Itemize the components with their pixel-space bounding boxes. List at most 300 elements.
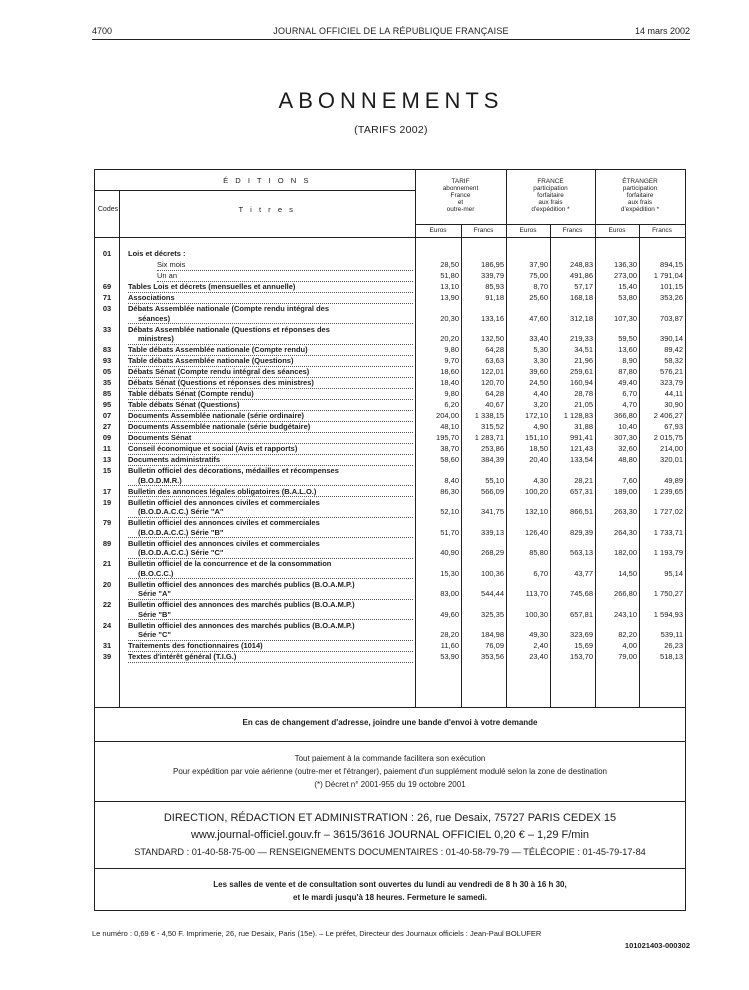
row-value: 126,40 [525, 527, 548, 537]
row-value: 539,11 [660, 630, 683, 639]
row-value: 829,39 [570, 527, 593, 537]
row-value: 43,77 [574, 568, 593, 578]
row-value: 518,13 [660, 652, 683, 661]
payment-line-2: Pour expédition par voie aérienne (outre-mer et l'étranger), paiement d'un supplément modulé selon la zone de destination [173, 767, 607, 776]
address-notice: En cas de changement d'adresse, joindre une bande d'envoi à votre demande [242, 718, 538, 727]
table-row [95, 356, 685, 366]
row-title [128, 293, 413, 304]
row-value: 4,00 [622, 641, 637, 650]
row-value: 100,30 [525, 609, 548, 619]
row-value: 47,60 [529, 313, 548, 323]
row-value: 64,28 [485, 345, 504, 354]
row-value: 44,11 [664, 389, 683, 398]
row-value: 26,23 [664, 641, 683, 650]
page-title: ABONNEMENTS [278, 88, 504, 113]
row-value: 186,95 [481, 260, 504, 269]
row-value: 3,30 [533, 356, 548, 365]
row-title-line: Table débats Sénat (Questions) [128, 400, 413, 411]
row-value: 49,89 [664, 475, 683, 485]
page-header [92, 24, 690, 40]
row-value: 101,15 [660, 282, 683, 291]
journal-title: JOURNAL OFFICIEL DE LA RÉPUBLIQUE FRANÇAISE [273, 26, 509, 36]
row-code: 24 [102, 620, 112, 630]
row-value: 268,29 [481, 548, 504, 557]
unit-euros-france: Euros [519, 227, 537, 234]
row-code: 69 [102, 282, 112, 291]
row-code: 15 [102, 466, 112, 475]
row-value: 6,70 [622, 389, 637, 398]
row-value: 168,18 [570, 293, 593, 302]
row-title [157, 260, 413, 271]
table-row [95, 378, 685, 388]
table-row [95, 293, 685, 303]
row-code: 27 [102, 422, 112, 431]
unit-francs-france: Francs [562, 227, 583, 234]
row-value: 204,00 [436, 411, 459, 420]
page-number: 4700 [92, 26, 113, 36]
row-value: 263,30 [614, 507, 637, 516]
table-row [95, 400, 685, 410]
table-row [95, 539, 685, 558]
row-value: 53,90 [440, 652, 459, 661]
payment-notice [95, 752, 685, 791]
row-value: 4,40 [533, 389, 548, 398]
unit-euros-etranger: Euros [608, 227, 626, 234]
row-value: 325,35 [481, 609, 504, 619]
row-title [128, 422, 413, 433]
page-subtitle: (TARIFS 2002) [354, 124, 428, 136]
row-title-line: Bulletin officiel des annonces des marchés publics (B.O.A.M.P.) [128, 620, 355, 630]
row-title [128, 400, 413, 411]
footer-reference: 101021403-000302 [624, 941, 690, 950]
row-value: 49,60 [440, 609, 459, 619]
row-value: 39,60 [529, 367, 548, 376]
row-value: 8,40 [444, 475, 459, 485]
row-value: 75,00 [529, 271, 548, 280]
row-title-line: Débats Sénat (Questions et réponses des ministres) [128, 378, 413, 389]
row-title [128, 345, 413, 356]
row-value: 253,86 [481, 444, 504, 453]
row-value: 85,93 [485, 282, 504, 291]
row-value: 248,83 [570, 260, 593, 269]
row-code: 05 [102, 367, 112, 376]
row-value: 136,30 [614, 260, 637, 269]
row-value: 273,00 [614, 271, 637, 280]
row-value: 1 594,93 [653, 609, 683, 619]
unit-francs-etranger: Francs [652, 227, 672, 234]
row-title-line: Bulletin officiel des annonces civiles et commerciales [128, 538, 320, 548]
row-value: 566,09 [481, 486, 504, 496]
row-value: 4,70 [622, 400, 637, 409]
unit-euros-tarif: Euros [429, 227, 447, 234]
row-value: 37,90 [529, 260, 548, 269]
table-row [95, 249, 685, 259]
table-row [95, 455, 685, 465]
row-value: 1 750,27 [653, 589, 683, 598]
row-value: 59,50 [618, 334, 637, 343]
row-value: 13,90 [440, 293, 459, 302]
footer-text: Le numéro : 0,69 € - 4,50 F. Imprimerie, 26, rue Desaix, Paris (15e). – Le préfet, Directeur des Journaux officiels : Jean-Paul BOLUFER [92, 929, 542, 938]
row-title [128, 433, 413, 444]
row-value: 2 406,27 [653, 411, 683, 420]
row-code: 95 [102, 400, 112, 409]
row-value: 259,61 [570, 367, 593, 376]
row-value: 21,96 [574, 356, 593, 365]
table-row [95, 580, 685, 599]
row-title-line: Bulletin officiel de la concurrence et de la consommation [128, 559, 332, 568]
table-row [95, 498, 685, 517]
row-title [128, 455, 413, 466]
row-value: 3,20 [533, 400, 548, 409]
payment-line-3: (*) Décret n° 2001-955 du 19 octobre 2001 [314, 780, 466, 789]
row-value: 15,40 [618, 282, 637, 291]
codes-heading: Codes [97, 206, 119, 213]
row-code: 01 [102, 249, 112, 258]
header-rule [92, 39, 690, 40]
row-title-line: (B.O.C.C.) [128, 569, 413, 580]
row-value: 320,01 [660, 455, 683, 464]
row-value: 353,26 [660, 293, 683, 302]
row-title [157, 271, 413, 282]
row-title-line: Documents Assemblée nationale (série budgétaire) [128, 422, 413, 433]
row-value: 20,30 [440, 313, 459, 323]
row-value: 219,33 [570, 334, 593, 343]
row-value: 87,80 [618, 367, 637, 376]
row-code: 17 [102, 486, 112, 496]
row-code: 09 [102, 433, 112, 442]
row-value: 79,00 [618, 652, 637, 661]
row-title [128, 487, 413, 498]
row-value: 100,36 [481, 568, 504, 578]
row-title [128, 641, 413, 652]
row-value: 315,52 [481, 422, 504, 431]
row-value: 34,51 [574, 345, 593, 354]
row-value: 8,90 [622, 356, 637, 365]
row-value: 51,80 [440, 271, 459, 280]
row-value: 40,67 [485, 400, 504, 409]
table-row [95, 345, 685, 355]
row-code: 03 [102, 304, 112, 313]
row-title [128, 539, 413, 559]
row-title [128, 282, 413, 293]
row-value: 32,60 [618, 444, 637, 453]
table-row [95, 466, 685, 485]
row-value: 9,80 [444, 389, 459, 398]
row-value: 49,40 [618, 378, 637, 387]
table-row [95, 600, 685, 619]
row-value: 6,70 [533, 568, 548, 578]
row-title [128, 518, 413, 538]
row-value: 58,32 [664, 356, 683, 365]
row-value: 991,41 [570, 433, 593, 442]
row-value: 76,09 [485, 641, 504, 650]
row-value: 49,30 [529, 630, 548, 639]
row-value: 4,90 [533, 422, 548, 431]
row-value: 57,17 [574, 282, 593, 291]
direction-web: www.journal-officiel.gouv.fr – 3615/3616 JOURNAL OFFICIEL 0,20 € – 1,29 F/min [190, 829, 590, 841]
row-value: 48,80 [618, 455, 637, 464]
row-title [128, 367, 413, 378]
row-title-line: (B.O.D.A.C.C.) Série "A" [128, 507, 413, 518]
row-code: 21 [102, 559, 112, 568]
row-value: 353,56 [481, 652, 504, 661]
row-title-line: Bulletin officiel des décorations, médailles et récompenses [128, 466, 339, 475]
row-value: 113,70 [525, 589, 548, 598]
row-title [128, 600, 413, 620]
row-value: 182,00 [614, 548, 637, 557]
row-title-line: Documents Sénat [128, 433, 413, 444]
opening-hours-line-2: et le mardi jusqu'à 18 heures. Fermeture le samedi. [293, 893, 487, 902]
opening-hours-line-1: Les salles de vente et de consultation sont ouvertes du lundi au vendredi de 8 h 30 à 16 h 30, [213, 880, 567, 889]
row-value: 20,40 [529, 455, 548, 464]
table-row [95, 444, 685, 454]
row-value: 657,81 [570, 609, 593, 619]
row-title-line: Débats Assemblée nationale (Compte rendu intégral des [128, 304, 330, 313]
row-value: 28,78 [574, 389, 593, 398]
row-value: 28,20 [440, 630, 459, 639]
row-code: 93 [102, 356, 112, 365]
table-row [95, 411, 685, 421]
row-value: 1 338,15 [474, 411, 504, 420]
row-value: 132,10 [525, 507, 548, 516]
table-row [95, 518, 685, 537]
row-title-line: Traitements des fonctionnaires (1014) [128, 641, 413, 652]
row-value: 214,00 [660, 444, 683, 453]
row-value: 18,40 [440, 378, 459, 387]
row-title-line: ministres) [128, 334, 413, 345]
row-value: 100,20 [525, 486, 548, 496]
row-value: 1 733,71 [653, 527, 683, 537]
row-value: 1 128,83 [563, 411, 593, 420]
row-value: 132,50 [481, 334, 504, 343]
row-value: 323,69 [570, 630, 593, 639]
row-value: 48,10 [440, 422, 459, 431]
row-value: 95,14 [664, 568, 683, 578]
row-value: 8,70 [533, 282, 548, 291]
row-code: 71 [102, 293, 112, 302]
row-value: 13,60 [618, 345, 637, 354]
row-code: 89 [102, 538, 112, 548]
row-title [128, 444, 413, 455]
row-value: 89,42 [664, 345, 683, 354]
row-value: 11,60 [440, 641, 459, 650]
row-value: 107,30 [614, 313, 637, 323]
row-value: 30,90 [664, 400, 683, 409]
row-value: 18,60 [440, 367, 459, 376]
row-value: 120,70 [481, 378, 504, 387]
row-value: 6,20 [444, 400, 459, 409]
row-title [128, 411, 413, 422]
table-row [95, 282, 685, 292]
row-value: 64,28 [485, 389, 504, 398]
row-title-line: Série "A" [128, 589, 413, 600]
row-value: 264,30 [614, 527, 637, 537]
row-value: 28,21 [574, 475, 593, 485]
row-title-line: Débats Sénat (Compte rendu intégral des séances) [128, 367, 413, 378]
row-code: 19 [102, 497, 112, 507]
row-title-line: Bulletin officiel des annonces des marchés publics (B.O.A.M.P.) [128, 579, 355, 589]
row-code: 83 [102, 345, 112, 354]
row-value: 563,13 [570, 548, 593, 557]
row-title-line: Lois et décrets : [128, 249, 186, 258]
row-value: 63,63 [485, 356, 504, 365]
row-value: 40,90 [440, 548, 459, 557]
row-title-line: Documents administratifs [128, 455, 413, 466]
row-value: 7,60 [622, 475, 637, 485]
row-value: 24,50 [529, 378, 548, 387]
row-value: 1 283,71 [474, 433, 504, 442]
opening-hours [95, 878, 685, 904]
row-value: 312,18 [570, 313, 593, 323]
row-value: 323,79 [660, 378, 683, 387]
row-title [128, 580, 413, 600]
row-code: 11 [103, 444, 111, 453]
row-value: 55,10 [485, 475, 504, 485]
row-value: 18,50 [529, 444, 548, 453]
row-value: 341,75 [481, 507, 504, 516]
row-value: 33,40 [529, 334, 548, 343]
row-title-line: séances) [128, 314, 413, 325]
table-row [95, 304, 685, 323]
row-value: 28,50 [440, 260, 459, 269]
row-title [128, 304, 413, 324]
row-title-line: Un an [157, 271, 413, 282]
row-value: 2,40 [533, 641, 548, 650]
table-row [95, 641, 685, 651]
row-title-line: Bulletin officiel des annonces civiles et commerciales [128, 518, 320, 527]
row-value: 67,93 [664, 422, 683, 431]
row-title-line: (B.O.D.A.C.C.) Série "B" [128, 528, 413, 539]
row-value: 58,60 [440, 455, 459, 464]
row-value: 195,70 [436, 433, 459, 442]
table-row [95, 325, 685, 344]
row-value: 894,15 [660, 260, 683, 269]
table-row [95, 433, 685, 443]
row-title-line: Table débats Assemblée nationale (Compte rendu) [128, 345, 413, 356]
row-code: 20 [102, 579, 112, 589]
row-title-line: Bulletin officiel des annonces civiles et commerciales [128, 497, 320, 507]
row-title-line: Conseil économique et social (Avis et rapports) [128, 444, 413, 455]
row-value: 1 193,79 [653, 548, 683, 557]
payment-line-1: Tout paiement à la commande facilitera son exécution [294, 754, 486, 763]
row-value: 243,10 [614, 609, 637, 619]
unit-francs-tarif: Francs [473, 227, 494, 234]
row-value: 1 239,65 [653, 486, 683, 496]
row-value: 31,88 [574, 422, 593, 431]
row-code: 33 [102, 324, 112, 334]
row-value: 1 791,04 [653, 271, 683, 280]
row-value: 172,10 [525, 411, 548, 420]
row-value: 14,50 [618, 568, 637, 578]
table-row [95, 652, 685, 662]
row-value: 9,70 [444, 356, 459, 365]
table-row [95, 260, 685, 270]
row-code: 39 [102, 652, 112, 661]
row-value: 133,16 [481, 313, 504, 323]
row-title-line: Table débats Assemblée nationale (Questions) [128, 356, 413, 367]
row-value: 657,31 [570, 486, 593, 496]
page-footer [92, 929, 690, 950]
issue-date: 14 mars 2002 [634, 26, 690, 36]
row-title-line: (B.O.D.M.R.) [128, 476, 413, 487]
row-value: 82,20 [618, 630, 637, 639]
row-value: 307,30 [614, 433, 637, 442]
row-value: 21,05 [574, 400, 593, 409]
row-title [128, 325, 413, 345]
row-title-line: Textes d'intérêt général (T.I.G.) [128, 652, 413, 663]
row-value: 121,43 [570, 444, 593, 453]
row-value: 10,40 [618, 422, 637, 431]
direction-address: DIRECTION, RÉDACTION ET ADMINISTRATION : 26, rue Desaix, 75727 PARIS CEDEX 15 [163, 812, 617, 824]
row-code: 79 [102, 518, 112, 527]
row-value: 576,21 [660, 367, 683, 376]
table-bottom-rule [94, 707, 686, 708]
row-value: 9,80 [444, 345, 459, 354]
row-value: 2 015,75 [653, 433, 683, 442]
direction-phones: STANDARD : 01-40-58-75-00 — RENSEIGNEMENTS DOCUMENTAIRES : 01-40-58-79-79 — TÉLÉCOPIE : 01-45-79-17-84 [134, 847, 646, 857]
table-row [95, 422, 685, 432]
row-code: 85 [102, 389, 112, 398]
row-title-line: Bulletin officiel des annonces des marchés publics (B.O.A.M.P.) [128, 600, 355, 609]
titres-heading: T i t r e s [238, 205, 296, 214]
row-title-line: Six mois [157, 260, 413, 271]
row-value: 339,13 [481, 527, 504, 537]
table-row [95, 271, 685, 281]
row-value: 384,39 [481, 455, 504, 464]
row-title [128, 498, 413, 518]
france-col-heading: FRANCE participation forfaitaire aux frais d'expédition * [531, 178, 570, 213]
row-value: 91,18 [485, 293, 504, 302]
row-value: 85,80 [529, 548, 548, 557]
row-value: 1 727,02 [653, 507, 683, 516]
row-value: 266,80 [614, 589, 637, 598]
row-code: 07 [102, 411, 112, 420]
row-value: 703,87 [660, 313, 683, 323]
row-value: 15,69 [574, 641, 593, 650]
table-row [95, 367, 685, 377]
row-value: 52,10 [440, 507, 459, 516]
row-value: 866,51 [570, 507, 593, 516]
row-value: 5,30 [533, 345, 548, 354]
row-title-line: Associations [128, 293, 413, 304]
row-title-line: (B.O.D.A.C.C.) Série "C" [128, 548, 413, 559]
row-code: 22 [102, 600, 112, 609]
row-title [128, 249, 413, 259]
row-title-line: Série "B" [128, 610, 413, 621]
direction-bottom-rule [94, 868, 686, 869]
row-value: 23,40 [529, 652, 548, 661]
row-value: 25,60 [529, 293, 548, 302]
direction-block [95, 810, 685, 861]
row-value: 15,30 [440, 568, 459, 578]
row-title [128, 389, 413, 400]
editions-heading: É D I T I O N S [223, 176, 311, 185]
row-title [128, 356, 413, 367]
row-value: 38,70 [440, 444, 459, 453]
row-value: 339,79 [481, 271, 504, 280]
row-value: 745,68 [570, 589, 593, 598]
row-value: 53,80 [618, 293, 637, 302]
row-title [128, 466, 413, 486]
row-title [128, 621, 413, 641]
row-title-line: Bulletin des annonces légales obligatoires (B.A.L.O.) [128, 487, 413, 498]
editions-rule [94, 190, 416, 191]
row-value: 20,20 [440, 334, 459, 343]
row-title-line: Tables Lois et décrets (mensuelles et annuelle) [128, 282, 413, 293]
row-value: 366,80 [614, 411, 637, 420]
row-title [128, 559, 413, 579]
table-row [95, 621, 685, 640]
